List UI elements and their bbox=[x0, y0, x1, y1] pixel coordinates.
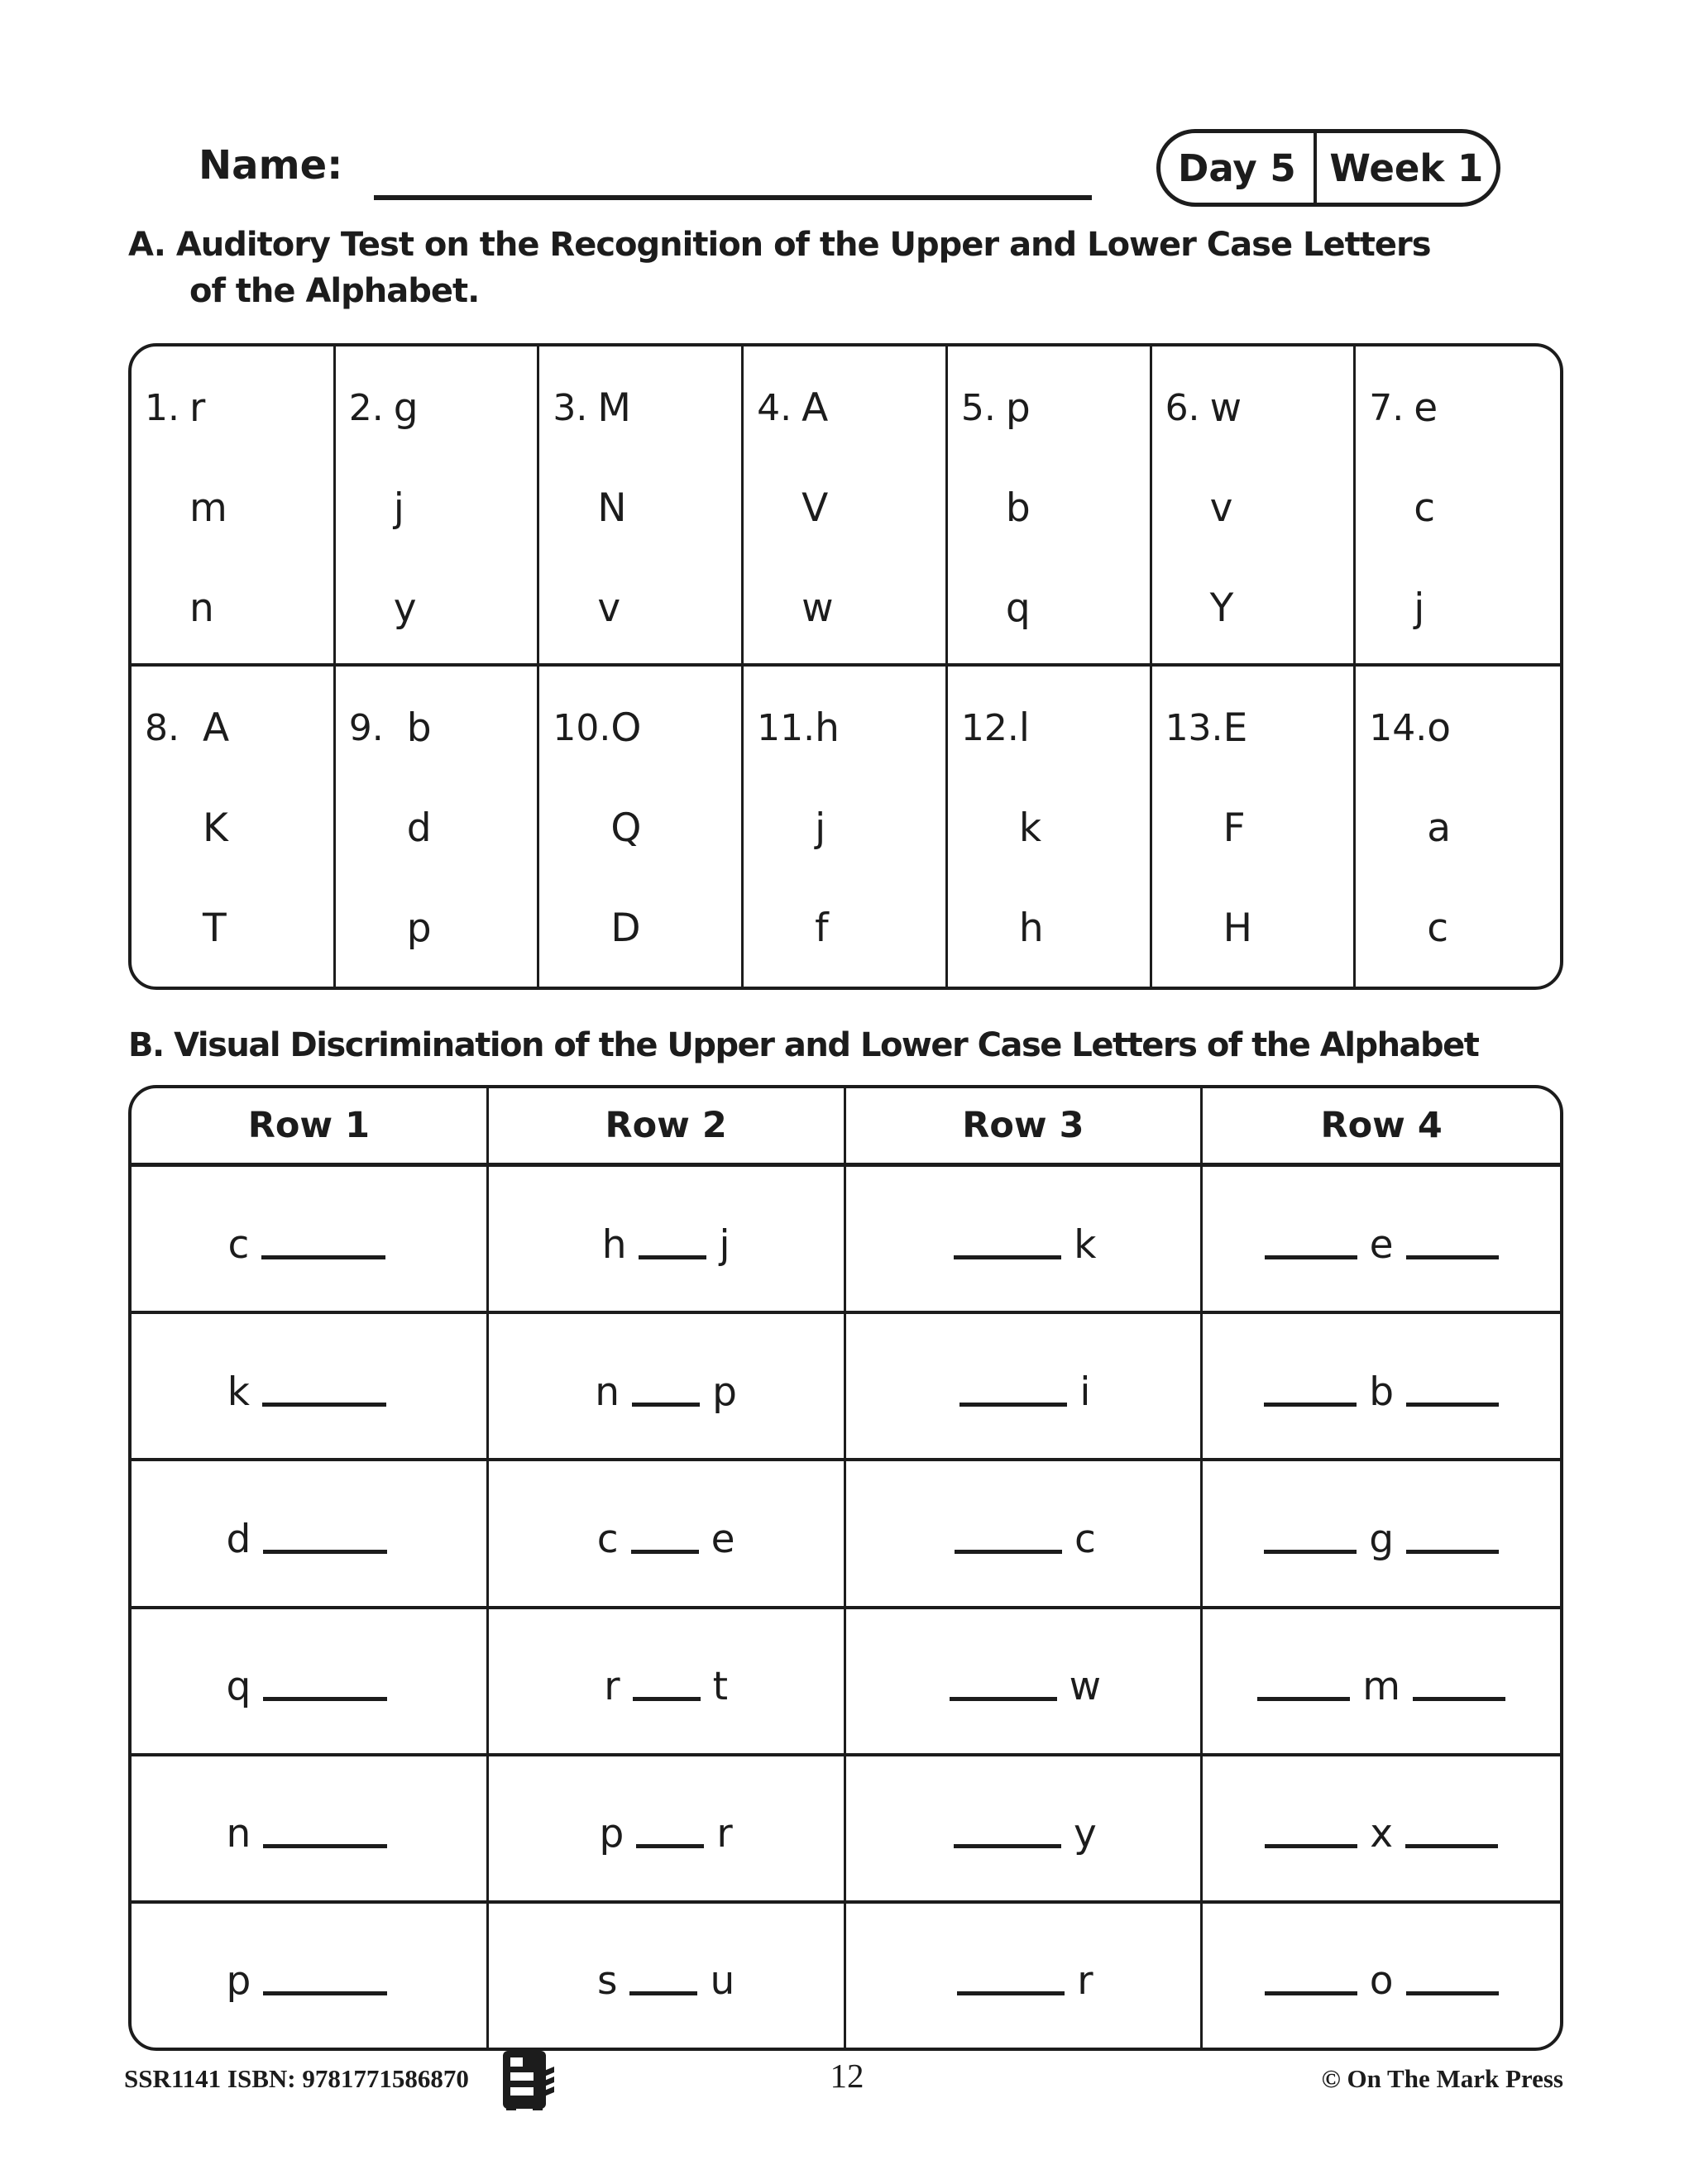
section-a-title-line2: of the Alphabet. bbox=[189, 272, 480, 310]
letter-option: j bbox=[815, 805, 826, 851]
item-number: 10. bbox=[553, 707, 611, 749]
visual-table bbox=[128, 1085, 1563, 2051]
auditory-cell-5 bbox=[948, 346, 1152, 667]
auditory-cell-line bbox=[1369, 678, 1560, 778]
letter-option: d bbox=[406, 805, 432, 851]
letter-option: v bbox=[597, 585, 621, 631]
column-header: Row 4 bbox=[1320, 1105, 1443, 1146]
table-row bbox=[132, 1461, 1560, 1608]
answer-blank[interactable] bbox=[1405, 1844, 1498, 1848]
exercise-cell bbox=[489, 1461, 846, 1605]
answer-blank[interactable] bbox=[636, 1844, 704, 1848]
letter-option: p bbox=[1005, 385, 1031, 431]
letter: w bbox=[1069, 1664, 1102, 1710]
auditory-cell-line bbox=[802, 458, 945, 558]
answer-blank[interactable] bbox=[633, 1697, 701, 1701]
table-row bbox=[132, 1756, 1560, 1904]
letter-option: g bbox=[393, 385, 419, 431]
answer-blank[interactable] bbox=[262, 1403, 386, 1407]
auditory-cell-line bbox=[1223, 878, 1354, 978]
exercise-cell bbox=[1203, 1756, 1560, 1900]
letter-option: j bbox=[393, 485, 404, 531]
item-number: 3. bbox=[553, 387, 588, 429]
exercise-cell bbox=[489, 1904, 846, 2048]
letter-option: H bbox=[1223, 906, 1252, 951]
exercise-cell bbox=[1203, 1904, 1560, 2048]
answer-blank[interactable] bbox=[629, 1991, 697, 1995]
answer-blank[interactable] bbox=[261, 1255, 385, 1259]
auditory-cell-6 bbox=[1152, 346, 1357, 667]
letter-option: Y bbox=[1209, 585, 1234, 631]
auditory-cell-line bbox=[1427, 878, 1560, 978]
answer-blank[interactable] bbox=[1406, 1255, 1499, 1259]
letter-option: a bbox=[1427, 805, 1452, 851]
exercise-cell bbox=[1203, 1609, 1560, 1753]
visual-table-body bbox=[132, 1167, 1560, 2048]
auditory-cell-14 bbox=[1356, 667, 1560, 987]
exercise-cell bbox=[846, 1609, 1204, 1753]
letter: h bbox=[601, 1221, 627, 1268]
letter: o bbox=[1369, 1958, 1394, 2005]
auditory-cell-line bbox=[1210, 458, 1354, 558]
answer-blank[interactable] bbox=[263, 1697, 387, 1701]
auditory-cell-line bbox=[1165, 358, 1354, 458]
auditory-cell-line bbox=[815, 778, 945, 878]
auditory-cell-line bbox=[815, 878, 945, 978]
exercise-cell bbox=[132, 1904, 489, 2048]
auditory-cell-7 bbox=[1356, 346, 1560, 667]
item-number: 14. bbox=[1369, 707, 1428, 749]
letter-option: o bbox=[1427, 705, 1452, 751]
answer-blank[interactable] bbox=[1265, 1255, 1357, 1259]
letter-option: A bbox=[203, 705, 230, 751]
badge-week: Week 1 bbox=[1314, 133, 1496, 203]
letter: c bbox=[596, 1516, 619, 1562]
answer-blank[interactable] bbox=[954, 1255, 1061, 1259]
letter: k bbox=[1074, 1221, 1097, 1268]
letter: r bbox=[604, 1664, 620, 1710]
answer-blank[interactable] bbox=[1264, 1550, 1357, 1554]
name-line[interactable] bbox=[374, 141, 1092, 200]
exercise-cell bbox=[846, 1314, 1204, 1458]
letter: x bbox=[1370, 1811, 1394, 1857]
auditory-cell-line bbox=[961, 678, 1150, 778]
answer-blank[interactable] bbox=[263, 1844, 387, 1848]
item-number: 7. bbox=[1369, 387, 1404, 429]
exercise-cell bbox=[132, 1461, 489, 1605]
letter-option: v bbox=[1209, 485, 1233, 531]
auditory-cell-line bbox=[1427, 778, 1560, 878]
letter-option: b bbox=[1005, 485, 1031, 531]
footer-copyright: © On The Mark Press bbox=[1321, 2064, 1563, 2093]
auditory-cell-line bbox=[757, 678, 945, 778]
letter: c bbox=[1074, 1516, 1096, 1562]
auditory-cell-line bbox=[349, 678, 538, 778]
column-header: Row 1 bbox=[132, 1088, 489, 1163]
letter: j bbox=[719, 1221, 730, 1268]
auditory-cell-line bbox=[757, 358, 945, 458]
auditory-cell-line bbox=[1006, 558, 1150, 658]
answer-blank[interactable] bbox=[263, 1991, 387, 1995]
answer-blank[interactable] bbox=[955, 1550, 1062, 1554]
item-number: 6. bbox=[1165, 387, 1200, 429]
letter-option: N bbox=[597, 485, 627, 531]
section-a-title-line1: A. Auditory Test on the Recognition of the Upper and Lower Case Letters bbox=[128, 226, 1431, 264]
letter: y bbox=[1073, 1811, 1097, 1857]
letter-option: m bbox=[189, 485, 227, 531]
letter-option: k bbox=[1018, 805, 1042, 851]
letter: i bbox=[1079, 1369, 1091, 1415]
letter-option: p bbox=[406, 906, 432, 951]
exercise-cell bbox=[489, 1609, 846, 1753]
letter: m bbox=[1362, 1664, 1401, 1710]
answer-blank[interactable] bbox=[957, 1991, 1065, 1995]
letter-option: b bbox=[406, 705, 432, 751]
auditory-cell-line bbox=[802, 558, 945, 658]
exercise-cell bbox=[132, 1167, 489, 1311]
answer-blank[interactable] bbox=[1264, 1403, 1357, 1407]
auditory-cell-line bbox=[1019, 878, 1150, 978]
auditory-cell-4 bbox=[744, 346, 948, 667]
letter: t bbox=[712, 1664, 728, 1710]
letter-option: q bbox=[1005, 585, 1031, 631]
letter: q bbox=[226, 1664, 251, 1710]
letter: e bbox=[1369, 1221, 1394, 1268]
answer-blank[interactable] bbox=[631, 1550, 699, 1554]
letter: c bbox=[227, 1221, 250, 1268]
auditory-cell-line bbox=[407, 878, 538, 978]
section-a-title bbox=[128, 222, 1431, 314]
auditory-cell-line bbox=[349, 358, 538, 458]
letter-option: D bbox=[610, 906, 641, 951]
auditory-cell-line bbox=[189, 558, 333, 658]
exercise-cell bbox=[846, 1756, 1204, 1900]
answer-blank[interactable] bbox=[1413, 1697, 1505, 1701]
letter-option: h bbox=[815, 705, 840, 751]
exercise-cell bbox=[846, 1904, 1204, 2048]
auditory-cell-line bbox=[189, 458, 333, 558]
item-number: 9. bbox=[348, 707, 384, 749]
auditory-cell-8 bbox=[132, 667, 336, 987]
letter-option: n bbox=[189, 585, 214, 631]
auditory-cell-10 bbox=[539, 667, 744, 987]
exercise-cell bbox=[489, 1756, 846, 1900]
answer-blank[interactable] bbox=[1265, 1844, 1357, 1848]
answer-blank[interactable] bbox=[1257, 1697, 1350, 1701]
answer-blank[interactable] bbox=[632, 1403, 700, 1407]
letter: r bbox=[716, 1811, 733, 1857]
letter-option: F bbox=[1223, 805, 1246, 851]
exercise-cell bbox=[489, 1167, 846, 1311]
answer-blank[interactable] bbox=[1406, 1991, 1499, 1995]
letter-option: r bbox=[189, 385, 206, 431]
answer-blank[interactable] bbox=[639, 1255, 706, 1259]
item-number: 1. bbox=[145, 387, 179, 429]
exercise-cell bbox=[489, 1314, 846, 1458]
table-row bbox=[132, 1609, 1560, 1756]
item-number: 8. bbox=[145, 707, 179, 749]
auditory-cell-line bbox=[610, 778, 741, 878]
auditory-cell-line bbox=[203, 878, 333, 978]
auditory-cell-line bbox=[597, 558, 741, 658]
letter-option: c bbox=[1427, 906, 1449, 951]
auditory-cell-3 bbox=[539, 346, 744, 667]
exercise-cell bbox=[1203, 1314, 1560, 1458]
letter-option: V bbox=[802, 485, 829, 531]
item-number: 11. bbox=[757, 707, 816, 749]
auditory-cell-line bbox=[1223, 778, 1354, 878]
auditory-cell-12 bbox=[948, 667, 1152, 987]
letter: r bbox=[1077, 1958, 1093, 2005]
letter-option: M bbox=[597, 385, 631, 431]
letter: n bbox=[226, 1811, 251, 1857]
badge-day: Day 5 bbox=[1178, 146, 1296, 190]
exercise-cell bbox=[846, 1461, 1204, 1605]
letter-option: j bbox=[1414, 585, 1425, 631]
letter-option: e bbox=[1414, 385, 1438, 431]
answer-blank[interactable] bbox=[1406, 1403, 1499, 1407]
letter-option: O bbox=[610, 705, 642, 751]
auditory-cell-line bbox=[610, 878, 741, 978]
auditory-cell-line bbox=[394, 558, 538, 658]
auditory-table bbox=[128, 343, 1563, 990]
table-row bbox=[132, 1904, 1560, 2048]
exercise-cell bbox=[1203, 1461, 1560, 1605]
auditory-cell-13 bbox=[1152, 667, 1357, 987]
page-number: 12 bbox=[830, 2057, 864, 2095]
auditory-cell-2 bbox=[336, 346, 540, 667]
answer-blank[interactable] bbox=[263, 1550, 387, 1554]
letter-option: c bbox=[1414, 485, 1436, 531]
table-row bbox=[132, 1314, 1560, 1461]
item-number: 12. bbox=[960, 707, 1019, 749]
auditory-cell-line bbox=[203, 778, 333, 878]
auditory-cell-line bbox=[961, 358, 1150, 458]
letter-option: Q bbox=[610, 805, 642, 851]
letter: d bbox=[226, 1516, 251, 1562]
auditory-cell-line bbox=[1414, 558, 1560, 658]
table-row bbox=[132, 1167, 1560, 1314]
answer-blank[interactable] bbox=[959, 1403, 1067, 1407]
letter: s bbox=[596, 1958, 618, 2005]
item-number: 13. bbox=[1165, 707, 1223, 749]
auditory-cell-line bbox=[553, 678, 741, 778]
auditory-cell-line bbox=[597, 458, 741, 558]
exercise-cell bbox=[132, 1609, 489, 1753]
auditory-cell-line bbox=[553, 358, 741, 458]
name-label: Name: bbox=[199, 142, 343, 189]
letter-option: w bbox=[802, 585, 834, 631]
letter-option: w bbox=[1209, 385, 1242, 431]
auditory-cell-11 bbox=[744, 667, 948, 987]
item-number: 4. bbox=[757, 387, 792, 429]
auditory-cell-line bbox=[1019, 778, 1150, 878]
letter: e bbox=[711, 1516, 735, 1562]
letter-option: f bbox=[815, 906, 829, 951]
auditory-cell-line bbox=[1414, 458, 1560, 558]
auditory-cell-9 bbox=[336, 667, 540, 987]
answer-blank[interactable] bbox=[1265, 1991, 1357, 1995]
letter: k bbox=[227, 1369, 250, 1415]
section-b-title: B. Visual Discrimination of the Upper and Lower Case Letters of the Alphabet bbox=[128, 1026, 1479, 1064]
auditory-cell-line bbox=[1369, 358, 1560, 458]
letter: n bbox=[595, 1369, 620, 1415]
exercise-cell bbox=[132, 1756, 489, 1900]
item-number: 5. bbox=[960, 387, 996, 429]
auditory-cell-line bbox=[394, 458, 538, 558]
letter: p bbox=[226, 1958, 251, 2005]
letter-option: y bbox=[393, 585, 417, 631]
auditory-cell-1 bbox=[132, 346, 336, 667]
answer-blank[interactable] bbox=[1406, 1550, 1499, 1554]
auditory-cell-line bbox=[1210, 558, 1354, 658]
letter-option: T bbox=[203, 906, 227, 951]
letter: p bbox=[599, 1811, 624, 1857]
visual-table-header bbox=[132, 1088, 1560, 1167]
exercise-cell bbox=[1203, 1167, 1560, 1311]
letter: p bbox=[712, 1369, 737, 1415]
auditory-cell-line bbox=[1165, 678, 1354, 778]
item-number: 2. bbox=[348, 387, 384, 429]
letter-option: h bbox=[1018, 906, 1044, 951]
answer-blank[interactable] bbox=[950, 1697, 1057, 1701]
column-header: Row 3 bbox=[846, 1088, 1204, 1163]
letter: g bbox=[1369, 1516, 1395, 1562]
exercise-cell bbox=[132, 1314, 489, 1458]
auditory-cell-line bbox=[1006, 458, 1150, 558]
letter: b bbox=[1369, 1369, 1395, 1415]
letter-option: A bbox=[802, 385, 829, 431]
exercise-cell bbox=[846, 1167, 1204, 1311]
letter: u bbox=[710, 1958, 735, 2005]
letter-option: K bbox=[203, 805, 228, 851]
auditory-cell-line bbox=[145, 678, 333, 778]
letter-option: l bbox=[1018, 705, 1030, 751]
day-week-badge bbox=[1156, 129, 1500, 207]
auditory-cell-line bbox=[145, 358, 333, 458]
auditory-cell-line bbox=[407, 778, 538, 878]
letter-option: E bbox=[1223, 705, 1248, 751]
answer-blank[interactable] bbox=[954, 1844, 1061, 1848]
footer-code: SSR1141 ISBN: 9781771586870 bbox=[124, 2064, 469, 2093]
column-header: Row 2 bbox=[489, 1088, 846, 1163]
